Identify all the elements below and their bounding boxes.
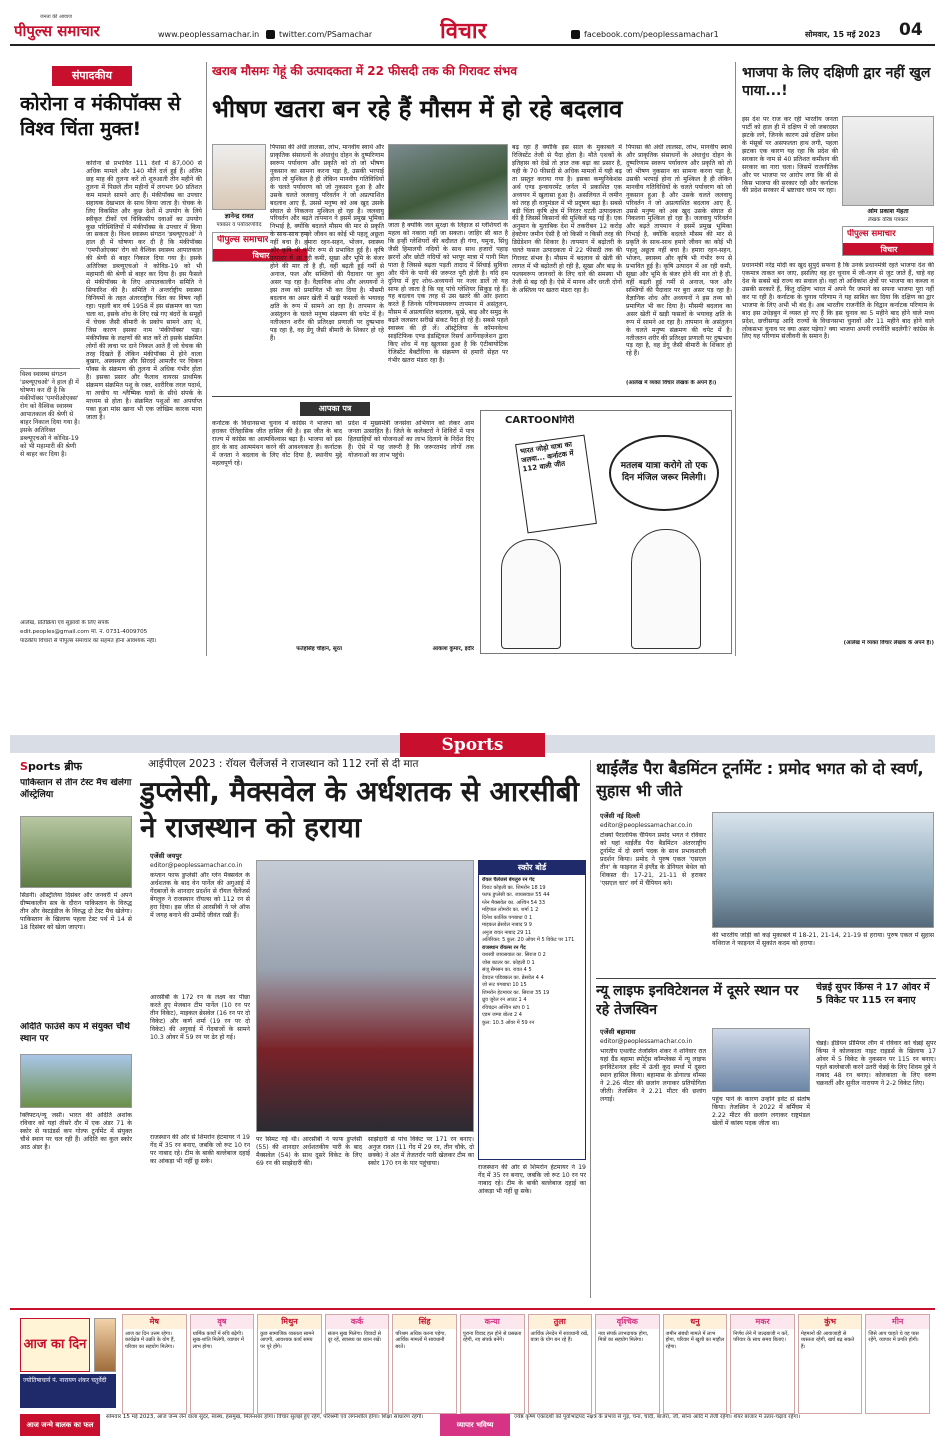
thai-body-2: की भारतीय जोड़ी को कड़े मुकाबले में 18-21, 21-14, 21-19 से हराया। पुरुष एकल में सुहास यथिराज ने फाइनल में सुकांत कदम को हराया।	[712, 932, 934, 947]
letter-1: कर्नाटक के विधानसभा चुनाव में कांग्रेस ने भाजपा को हराकर ऐतिहासिक जीत हासिल की है। इस जीत के बाद राज्य में कांग्रेस का आत्मविश्वास बढ़ा है। भाजपा को इस हार के बाद आत्ममंथन करने की आवश्यकता है। कर्नाटक में जनता ने बदलाव के लिए वोट दिया है, स्थानीय मुद्दे महत्वपूर्ण रहे।	[212, 420, 342, 467]
scoreboard-row: संजू सैमसन का. रावत 4 5	[482, 967, 532, 973]
letters-header-label: आपका पत्र	[318, 404, 352, 413]
scoreboard-rows	[482, 877, 582, 1157]
scoreboard-row: जो रूट पगबाधा 10 15	[482, 982, 527, 988]
logo-tagline: जनता की आवाज	[40, 14, 72, 20]
brief-tag-label: ports ब्रीफ	[27, 760, 83, 773]
right-author-photo	[842, 116, 934, 206]
letter-2-signature: आकाश कुमार, इंदौर	[432, 646, 474, 652]
sports-header-label: Sports	[441, 735, 504, 755]
thai-body: टोक्यो पैरालंपिक चैंपियन प्रमोद भगत ने रविवार को यहां थाईलैंड पैरा बैडमिंटन अंतरराष्ट्रीय टूर्नामेंट में दो स्वर्ण पदक के साथ प्रभावशाली प्रदर्शन किया। प्रमोद ने पुरुष एकल 'एसएल तीन' के फाइनल में इंग्लैंड के डेनियल बेथेल को शिकस्त दी। 17-21, 21-11 से हराकर 'एसएल चार' वर्ग में चैंपियन बने।	[600, 832, 706, 887]
scoreboard-row: शिमरोन हेटमायर का. सिराज 35 19	[482, 989, 550, 996]
golf-body: क्लिफ्टन/न्यू जर्सी। भारत की अदिति अशोक रविवार को यहां तीसरे दौर में एक अंडर 71 के स्कोर से फाउंडर्स कप गोल्फ टूर्नामेंट में संयुक्त चौथे स्थान पर चल रही हैं। अदिति का कुल स्कोर आठ अंडर है।	[20, 1112, 132, 1151]
editorial-title: कोरोना व मंकीपॉक्स से विश्व चिंता मुक्त!	[20, 93, 181, 140]
letter-2: प्रदेश में मुख्यमंत्री जनसेवा अभियान को लेकर आम जनता उत्साहित है। जिले के कलेक्टरों ने शिविरों में पात्र हितग्राहियों को योजनाओं का लाभ दिलाने के निर्देश दिए हैं। ऐसे में यह जरूरी है कि जरूरतमंद लोगों तक योजनाओं का लाभ पहुंचे।	[348, 420, 474, 459]
section-title: विचार	[440, 19, 487, 44]
thai-agency: एजेंसी नई दिल्ली	[600, 812, 640, 820]
zodiac-sign-name: वृश्चिक	[596, 1315, 659, 1329]
thai-email[interactable]: editor@peoplessamachar.co.in	[600, 822, 693, 829]
horoscope-title: आज का दिन	[23, 1336, 87, 1352]
brief-body: सिडनी। ऑस्ट्रेलिया दिसंबर और जनवरी में अपने ग्रीष्मकालीन सत्र के दौरान पाकिस्तान के विरुद्ध तीन और वेस्टइंडीज के विरुद्ध दो टेस्ट मैच खेलेगा। पाकिस्तान के खिलाफ पहला टेस्ट पर्थ में 14 से 18 दिसंबर को खेला जाएगा।	[20, 892, 132, 931]
zodiac-sign-name: कुंभ	[799, 1315, 862, 1329]
brief-title: पाकिस्तान से तीन टेस्ट मैच खेलेगा ऑस्ट्रेलिया	[20, 778, 132, 800]
cartoon-panel	[480, 410, 732, 654]
editorial-footer-2[interactable]: edit.peoples@gmail.com मो. नं. 0731-4009705	[20, 629, 148, 635]
editorial-tag-label: संपादकीय	[71, 68, 113, 82]
scoreboard-row: फाफ डुप्लेसी का. जायसवाल 55 44	[482, 892, 550, 898]
scoreboard-row: कुल: 10.3 ओवर में 59 रन	[482, 1019, 535, 1026]
scoreboard-row: देवदत्त पडिक्कल का. ब्रेसवेल 4 4	[482, 974, 544, 981]
date: सोमवार, 15 मई 2023	[805, 30, 881, 39]
ipl-body-6: राजस्थान की ओर से शिमरोन हेटमायर ने 19 गेंद में 35 रन बनाए, जबकि जो रूट 10 रन पर नाबाद रहे। टीम के बाकी बल्लेबाज दहाई का आंकड़ा भी नहीं छू सके।	[478, 1164, 586, 1195]
ipl-title: डुप्लेसी, मैक्सवेल के अर्धशतक से आरसीबी ने राजस्थान को हराया	[140, 775, 580, 845]
zodiac-sign-text: मेहमानों की आवाजाही से व्यस्तता रहेगी, खर्च बढ़ सकते हैं।	[800, 1331, 855, 1350]
nl-photo	[712, 1028, 810, 1092]
lead-note: (आलेख में व्यक्त विचार लेखक के अपने हैं।)	[626, 380, 717, 386]
cartoon-paper-text: भारत जोड़ो यात्रा का जलवा... कर्नाटक में 112 वाली जीत	[519, 440, 575, 474]
sports-header	[400, 733, 545, 757]
scoreboard	[478, 860, 586, 1160]
scoreboard-row: यशस्वी जायसवाल का. सिराज 0 2	[482, 952, 546, 958]
right-body-2: प्रधानमंत्री नरेंद्र मोदी का खुद सुपुर्द सफना है कि उनके प्रधानमंत्री रहते भाजपा देश की एकमात्र ताकत बन जाए, इसलिए वह हर चुनाव में जी-जान से जुट जाते हैं, चाहे वह देश के सबसे बड़े राज्य का सवाल हो। वहां तो अधिकांश क्षेत्रों पर भाजपा का कब्जा व उसकी सरकारें हैं, किंतु दक्षिण भारत में अपने पैर जमाने का सपना भाजपा पूरा नहीं कर पा रही है। कर्नाटक के चुनाव परिणाम ने यह साबित कर दिया कि दक्षिण का द्वार भाजपा के लिए अभी भी बंद है। अब भारतीय राजनीति के विद्वान कर्नाटक परिणाम के बाद इस उधेड़बुन में व्यस्त हो गए हैं कि इस चुनाव का 5 महीने बाद होने वाले मध्य प्रदेश, छत्तीसगढ़ आदि राज्यों के विधानसभा चुनावों और 11 महीने बाद होने वाले लोकसभा चुनाव पर क्या असर पड़ेगा? क्या भाजपा अपनी रणनीति बदलेगी? कांग्रेस के लिए यह परिणाम संजीवनी के समान है।	[742, 262, 934, 341]
lead-column-3b: पिपासा की अंधी लालसा, लोभ, मानवीय स्वार्थ और प्राकृतिक संसाधनों के अंधाधुंध दोहन के दुष्परिणाम स्वरूप पर्यावरण और प्रकृति को तो जो भीषण नुकसान का सामना करना पड़ा है, उसकी भरपाई होना तो मुश्किल है ही लेकिन मानवीय गतिविधियों के चलते पर्यावरण को जो नुकसान हुआ है और उसके चलते जलवायु परिवर्तन ने जो अप्रत्याशित बदलाव आए हैं, उससे मनुष्य को अब खुद उसके संघात से निकलना मुश्किल हो रहा है। जलवायु परिवर्तन और बढ़ते तापमान ने इसमें प्रमुख भूमिका निभाई है, क्योंकि बदलते मौसम की मार से प्रकृति के साथ-साथ हमारे जीवन का कोई भी पहलू अछूता नहीं बचा है। हमारा रहन-सहन, भोजन, स्वास्थ्य और कृषि भी गंभीर रूप से प्रभावित हुई है। कृषि उत्पादन में आ रही कमी, सूखा और भूमि के बंजर होने की मार तो है ही, वहीं बढ़ती हुई गर्मी से अनाज, फल और सब्जियों की पैदावार पर बुरा असर पड़ रहा है। वैज्ञानिक शोध और अध्ययनों ने इस तथ्य को प्रमाणित भी कर दिया है। मौसमी बदलाव का असर खेती में खड़ी फसलों के भयावह क्षति के रूप में सामने आ रहा है। तापमान के असंतुलन के चलते मनुष्य संक्रमण की चपेट में है। नतीजतन शरीर की प्रतिरक्षा प्रणाली पर दुष्प्रभाव पड़ रहा है, वह डेंगू जैसी बीमारी के शिकार हो रहे हैं।	[626, 144, 732, 358]
csk-title: चेन्नई सुपर किंग्स ने 17 ओवर में 5 विकेट पर 115 रन बनाए	[816, 982, 930, 1006]
scoreboard-row: महिपाल लोमरोर का. शर्मा 1 2	[482, 907, 539, 913]
zodiac-sign	[325, 1314, 390, 1414]
scoreboard-row: दिनेश कार्तिक पगबाधा 0 1	[482, 914, 533, 921]
zodiac-sign-name: मीन	[866, 1315, 929, 1329]
zodiac-sign	[392, 1314, 457, 1414]
scoreboard-row: माइकल ब्रेसवेल नाबाद 9 9	[482, 922, 532, 928]
cartoon-bubble	[609, 435, 719, 511]
zodiac-sign-text: निर्णय लेने में जल्दबाजी न करें, परिवार के साथ समय बिताएं।	[733, 1331, 789, 1344]
zodiac-sign	[730, 1314, 795, 1414]
zodiac-sign-text: नया संपर्क लाभदायक होगा, मित्रों का सहयोग मिलेगा।	[598, 1331, 649, 1344]
nl-title: न्यू लाइफ इनविटेशनल में दूसरे स्थान पर रहे तेजस्विन	[596, 983, 799, 1018]
lead-badge-sub: विचार	[213, 249, 308, 262]
right-badge-sub: विचार	[843, 243, 934, 256]
zodiac-sign	[865, 1314, 930, 1414]
cartoon-bubble-text: मतलब यात्रा करोगे तो एक दिन मंजिल जरूर मिलेगी।	[620, 461, 708, 483]
ipl-body-5: राजस्थान की ओर से शिमरोन हेटमायर ने 19 गेंद में 35 रन बनाए, जबकि जो रूट 10 रन पर नाबाद रहे। टीम के बाकी बल्लेबाज दहाई का आंकड़ा भी नहीं छू सके।	[150, 1134, 250, 1165]
cartoon-title: CARTOONगिरी	[505, 415, 575, 426]
ipl-body-2: आरसीबी के 172 रन के लक्ष्य का पीछा करते हुए मेजबान टीम पार्नेल (10 रन पर तीन विकेट), माइकल ब्रेसवेल (16 रन पर दो विकेट) और कर्ण शर्मा (19 रन पर दो विकेट) की अगुवाई में गेंदबाजों के सामने 10.3 ओवर में 59 रन पर ढेर हो गई।	[150, 994, 250, 1041]
ipl-body-3: पर सिमट गई थी। आरसीबी ने फाफ डुप्लेसी (55) की शानदार अर्धशतकीय पारी के बाद मैक्सवेल (54) के साथ दूसरे विकेट के लिए 69 रन की साझेदारी की।	[256, 1136, 362, 1167]
editorial-pullquote: विश्व स्वास्थ्य संगठन 'डब्ल्यूएचओ' ने हाल ही में घोषणा कर दी है कि मंकीपॉक्स 'एमपीओएक्स' रोग को वैश्विक स्वास्थ्य आपातकाल की श्रेणी से बाहर निकाल दिया गया है। इसके अतिरिक्त डब्ल्यूएचओ ने कोविड-19 को भी महामारी की श्रेणी से बाहर कर दिया है।	[20, 368, 80, 560]
birth-text: सोमवार 15 मई 2023, आज जन्म लेने वाला सुंदर, स्वस्थ, हंसमुख, मिलनसार होगा। विचार सुलझे हुए रहेंगे, परिश्रमी एवं लगनशील होगा। शिक्षा साधारण रहेगी।	[106, 1414, 424, 1420]
zodiac-sign-name: मेष	[123, 1315, 186, 1329]
birth-box	[20, 1414, 100, 1436]
zodiac-sign-name: वृष	[191, 1315, 254, 1329]
zodiac-sign-name: कन्या	[461, 1315, 524, 1329]
scoreboard-row: ध्रुव जुरेल रन आउट 1 4	[482, 997, 527, 1003]
zodiac-sign-text: आर्थिक लेनदेन में सावधानी रखें, यात्रा के योग बन रहे हैं।	[530, 1331, 589, 1344]
scoreboard-row: एडम जम्पा बोल्ड 2 4	[482, 1012, 522, 1018]
horoscope	[10, 1308, 935, 1440]
business-box	[440, 1414, 510, 1436]
astrologer-photo	[94, 1318, 116, 1372]
business-text: ज्येष्ठ कृष्ण एकादशी को पूर्वाभाद्रपद नक्षत्र के प्रभाव से गुड़, चना, चांदी, बाजरा, जौ, सोना आदि में तेजी रहेगी। शेयर बाजार में उतार-चढ़ाव रहेगा।	[514, 1414, 801, 1420]
letters-header	[300, 402, 370, 416]
facebook-link[interactable]: facebook.com/peoplessamachar1	[584, 30, 719, 39]
editorial-body: कोरोना से प्रभावित 111 देशों में 87,000 से अधिक मामले और 140 मौतें दर्ज हुई हैं। अंतिम छह माह की तुलना करें तो शुरुआती तीन महीने की तुलना में पिछले तीन महीनों में लगभग 90 प्रतिशत कम मामले सामने आए हैं। मंकीपॉक्स का उपचार सहायक देखभाल के साथ किया जाता है। चेचक के लिए विकसित और कुछ देशों में उपयोग के लिये स्वीकृत टीकों एवं चिकित्सीय दवाओं का उपयोग कुछ परिस्थितियों में मंकीपॉक्स के उपचार में किया जा सकता है। विश्व स्वास्थ्य संगठन 'डब्ल्यूएचओ' ने हाल ही में घोषणा कर दी है कि मंकीपॉक्स 'एमपीओएक्स' रोग को वैश्विक स्वास्थ्य आपातकाल की श्रेणी से बाहर निकाल दिया गया है। इसके अतिरिक्त डब्ल्यूएचओ ने कोविड-19 को भी महामारी की श्रेणी से बाहर कर दिया है। इस फैसले से मंकीपॉक्स के लिए आपातकालीन समिति ने सिफारिश की है। समिति ने अन्तर्राष्ट्रीय स्वास्थ्य विनियमों के तहत अंतरराष्ट्रीय चिंता का विषय नहीं रहा। पहली बार वर्ष 1958 में इस संक्रमण का पता चला था, इसके शोध के लिए रखे गए बंदरों के समूहों में चेचक जैसी बीमारी के प्रकोप सामने आए थे, जिस कारण इसका नाम 'मंकीपॉक्स' पड़ा। मंकीपॉक्स के लक्षणों की बात करें तो इसके संक्रमित लोगों की त्वचा पर दाने निकल आते हैं जो चेचक की तरह दिखते हैं लेकिन मंकीपॉक्स में होने वाला बुखार, अस्वस्थता और सिरदर्द आमतौर पर चिकन पॉक्स के संक्रमण की तुलना में अधिक गंभीर होता है। इसका प्रसार और फैलाव वायरस प्राथमिक संक्रमण संक्रमित पशु के रक्त, शारीरिक तरल पदार्थ, या त्वचीय या श्लैष्मिक घावों के सीधे संपर्क के माध्यम से होता है। संक्रमित पशुओं का अपर्याप्त पका हुआ मांस खाना भी एक जोखिम कारक माना जाता है।	[86, 160, 202, 421]
page-number: 04	[899, 20, 923, 40]
zodiac-sign-name: मकर	[731, 1315, 794, 1329]
lead-photo	[388, 144, 508, 220]
zodiac-sign	[122, 1314, 187, 1414]
nl-agency: एजेंसी बहामास	[600, 1028, 636, 1036]
lead-badge-logo: पीपुल्स समाचार	[217, 235, 269, 245]
letter-1-signature: फतेहसिंह चौहान, सूरत	[296, 646, 342, 652]
divider	[590, 760, 591, 1298]
brief-tag: Sports ब्रीफ	[20, 760, 83, 773]
author-photo	[212, 144, 266, 210]
horoscope-info: ज्योतिषाचार्य पं. नारायण शंकर चतुर्वेदी	[20, 1374, 116, 1408]
zodiac-sign-name: कर्क	[326, 1315, 389, 1329]
thai-photo	[712, 812, 934, 928]
ipl-photo	[256, 860, 474, 1132]
cartoon-figure-1	[501, 539, 561, 649]
zodiac-sign-text: संतान सुख मिलेगा। विवादों से दूर रहें, स्वास्थ्य का ध्यान रखें।	[327, 1331, 382, 1344]
business-label: व्यापार भविष्य	[456, 1421, 494, 1429]
letters-rule	[212, 396, 732, 397]
ipl-email[interactable]: editor@peoplessamachar.co.in	[150, 862, 243, 869]
twitter-icon	[266, 30, 275, 39]
zodiac-sign	[663, 1314, 728, 1414]
golf-photo	[20, 1054, 132, 1108]
ipl-kicker: आईपीएल 2023 : रॉयल चैलेंजर्स ने राजस्थान को 112 रनों से दी मात	[148, 758, 419, 770]
cartoon-figure-2	[631, 529, 701, 649]
logo: पीपुल्स समाचार	[14, 22, 100, 40]
nl-rule	[596, 978, 936, 979]
right-author-role: लेखक वरिष्ठ पत्रकार	[868, 217, 908, 223]
csk-body: चेन्नई। इंडियन प्रीमियर लीग में रविवार को चेन्नई सुपर किंग्स ने कोलकाता नाइट राइडर्स के खिलाफ 17 ओवर में 5 विकेट के नुकसान पर 115 रन बनाए। पहले बल्लेबाजी करने उतरी चेन्नई के लिए शिवम दुबे ने नाबाद 48 रन बनाए। कोलकाता के लिए वरुण चक्रवर्ती और सुनील नारायण ने 2-2 विकेट लिए।	[816, 1040, 936, 1087]
masthead	[0, 0, 945, 46]
cartoon-paper	[515, 435, 597, 534]
ipl-agency: एजेंसी जयपुर	[150, 852, 182, 860]
zodiac-sign	[528, 1314, 593, 1414]
scoreboard-row: राजस्थान रॉयल्स रन गेंद	[482, 944, 526, 951]
nl-body-2: पहुंच पाने के कारण उन्होंने इवेंट से संतोष किया। तेजस्विन ने 2022 में बर्मिंघम में 2.22 मीटर की छलांग लगाकर राष्ट्रमंडल खेलों में कांस्य पदक जीता था।	[712, 1096, 810, 1127]
divider	[735, 62, 736, 656]
masthead-rule	[10, 44, 935, 46]
lead-kicker: खराब मौसमः गेहूं की उत्पादकता में 22 फीसदी तक की गिरावट संभव	[212, 64, 518, 78]
scoreboard-row: रविचंद्रन अश्विन स्टंप 0 1	[482, 1004, 530, 1011]
zodiac-sign	[190, 1314, 255, 1414]
lead-column-2: जाता है क्योंकि जल सुरक्षा के लिहाज से ग्लेशियरों के महत्व को नकारा नहीं जा सकता। जाहिर सी बात है कि इन्हीं ग्लेशियरों की बदौलत ही गंगा, यमुना, सिंधु जैसी हिमालयी नदियों के साथ साथ हजारों पहाड़ झरनों और छोटी नदियों को भरपूर मात्रा में पानी मिल पाता है जिससे बढ़ता पड़ती तादाद में सिंचाई सुविधा और पीने के पानी की जरूरत पूरी होती है। यदि हम दुनिया में हुए शोध-अध्ययनों पर नजर डालें तो यह साफ हो जाता है कि यह पांचे ग्लेशियर सिकुड़ रहे हैं। यह बदलाव एक तरह से उस खतरे की ओर इशारा करते हैं जिनके परिणामस्वरूप तापमान में असंतुलन, मौसम में अप्रत्याशित बदलाव, सुखे, बाढ़ और समुद्र के बढ़ते जलस्तर सरीखे संकट पैदा हो रहे हैं। सबसे पहले स्वास्थ्य की ही लें। ऑस्ट्रेलिया के कॉमनवेल्थ साइंटिफिक एण्ड इंडस्ट्रियल रिसर्च आर्गेनाइजेशन द्वारा किए शोध में यह खुलासा हुआ है कि एंटीबायोटिक रेजिस्टेंट बैक्टीरिया के संक्रमण से हमारी सेहत पर गंभीर खतरा मंडरा रहा है।	[388, 222, 508, 364]
zodiac-sign	[798, 1314, 863, 1414]
zodiac-sign	[257, 1314, 322, 1414]
zodiac-sign-text: जिसे आप चाहते थे वह पास रहेंगे, व्यापार में प्रगति होगी।	[868, 1331, 919, 1344]
zodiac-sign-name: धनु	[664, 1315, 727, 1329]
zodiac-sign-text: परिश्रम अधिक करना पड़ेगा, आर्थिक मामलों में सावधानी बरतें।	[395, 1331, 447, 1350]
right-note: (आलेख में व्यक्त विचार लेखक के अपने हैं।)	[843, 640, 934, 646]
zodiac-sign-name: मिथुन	[258, 1315, 321, 1329]
scoreboard-row: विराट कोहली का. शिमरोन 18 19	[482, 884, 546, 891]
ipl-body-1: कप्तान फाफ डुप्लेसी और ग्लेन मैक्सवेल के अर्धशतक के बाद वेन पार्नेल की अगुआई में गेंदबाजों के शानदार प्रदर्शन से रॉयल चैलेंजर्स बेंगलुरु ने राजस्थान रॉयल्स को 112 रन से हरा दिया। इस जीत से आरसीबी ने प्ले ऑफ में जगह बनाने की उम्मीदें जीवंत रखी हैं।	[150, 872, 250, 919]
brief-photo	[20, 816, 132, 888]
golf-title: अदिति फाउंर्स कप में संयुक्त चौथे स्थान पर	[20, 1022, 130, 1044]
birth-label: आज जन्मे बालक का फल	[26, 1421, 94, 1429]
nl-email[interactable]: editor@peoplessamachar.co.in	[600, 1038, 693, 1045]
zodiac-sign-text: आज का दिन उत्तम रहेगा। कार्यक्षेत्र में उन्नति के योग हैं, परिवार का सहयोग मिलेगा।	[125, 1331, 176, 1350]
zodiac-sign-text: पुराना विवाद हल होने से प्रसन्नता रहेगी, नए संपर्क बनेंगे।	[462, 1331, 522, 1344]
zodiac-sign	[460, 1314, 525, 1414]
divider	[206, 62, 207, 656]
editorial-footer-3: पाठकीय विचारों से पीपुल्स समाचार का सहमत होना आवश्यक नहीं।	[20, 638, 157, 644]
author-name: ज्ञानेन्द्र रावत	[224, 212, 254, 220]
scoreboard-row: ग्लेन मैक्सवेल का. अश्विन 54 33	[482, 899, 545, 906]
zodiac-sign-name: तुला	[529, 1315, 592, 1329]
editorial-tag	[52, 66, 132, 86]
right-body-1: इस देश पर राज कर रही भारतीय जनता पार्टी को हाल ही में दक्षिण में जो जबरदस्त झटके लगे, जिनके कारण उसे दक्षिण प्रवेश के मंसूबों पर असफलता हाथ लगी, पहला झटका एक कारण यह रहा कि प्रदेश की सरकार के नाम से 40 प्रतिशत कमीशन की सरकार का नारा चला। जिसमें राजनीतिक और पर भाजपा पर आरोप लगा कि बी से किस भाजपा की सरकार रही और कर्नाटक की प्रदेश सरकार में भ्रष्टाचार चरम पर रहा।	[742, 116, 838, 195]
website-link[interactable]: www.peoplessamachar.in	[158, 30, 260, 39]
right-author-name: ओम प्रकाश मेहता	[867, 208, 909, 215]
right-badge-logo: पीपुल्स समाचार	[847, 229, 896, 239]
facebook-icon	[571, 30, 580, 39]
lead-column-3: बढ़ रहा है क्योंकि इस साल के मुकाबले में रिजिस्टेंट तेजी से पैदा होता है। मौते एशकों के इतिहास को देखें तो ज्ञात तक बढ़ा का प्रसार है, यही के 70 फीसदी से अधिक मामलों में यही बढ़ ता प्रस्तुत कराया गया है। इसका कम्युनिकेशंस अर्थ एण्ड इन्वायरमेंट जर्नल में प्रकाशित एक अध्ययन में खुलासा हुआ है। असलियत में जमीन को तरह ही वायुमंडल में भी प्रदूषण बढ़ा है। सबसे बड़ी चिंता कृषि क्षेत्र में निरंतर घटती उत्पादकता की है जिससे किसानों की मुश्किलें बढ़ गई हैं। एक अनुमान के मुताबिक देश में तकरीबन 12 करोड़ हेक्टेयर जमीन ऐसी है जो किसी न किसी तरह की डिग्रेडेशन की शिकार है। तापमान में बढ़ोतरी के चलते फसल उत्पादकता में 22 फीसदी तक की गिरावट संभव है। मौसम में बदलाव से खेती की लागत में भी बढ़ोतरी हो रही है, सूखा और बाढ़ के फलस्वरूप जानवरों के लिए चारे की समस्या भी तेजी से बढ़ रही है। ऐसे में मानव और धरती दोनों के अस्तित्व पर खतरा मंडरा रहा है।	[512, 144, 622, 294]
scoreboard-row: जोस बटलर का. कोहली 0 1	[482, 959, 535, 966]
author-role: पत्रकार व पर्यावरणविद	[216, 222, 262, 228]
zodiac-sign	[595, 1314, 660, 1414]
zodiac-sign-text: धार्मिक कार्यों में रुचि बढ़ेगी। सुख-शांति मिलेगी, व्यापार में लाभ होगा।	[192, 1331, 244, 1350]
nl-body: भारतीय एथलीट तेजस्विन शंकर ने शनिवार रात यहां ग्रैंड बहामा स्पोर्ट्स कॉम्प्लेक्स में न्यू लाइफ इनविटेशनल इवेंट में ऊंची कूद स्पर्धा में दूसरा स्थान हासिल किया। बहामास के डोनाल्ड थॉमस ने 2.26 मीटर की छलांग लगाकर प्रतियोगिता जीती। तेजस्विन ने 2.21 मीटर की छलांग लगाई।	[600, 1048, 706, 1103]
twitter-link[interactable]: twitter.com/PSamachar	[279, 30, 373, 39]
right-badge	[842, 226, 934, 256]
scoreboard-title: स्कोर बोर्ड	[479, 861, 585, 875]
editorial-footer-1: आलेख, प्रतिक्रिया एवं सुझावों के लिए संपर्क	[20, 620, 109, 626]
scoreboard-row: अनुज रावत नाबाद 29 11	[482, 929, 532, 936]
thai-title: थाईलैंड पैरा बैडमिंटन टूर्नामेंट : प्रमोद भगत को दो स्वर्ण, सुहास भी जीते	[596, 759, 924, 800]
scoreboard-row: रॉयल चैलेंजर्स बेंगलुरु रन गेंद	[482, 877, 535, 883]
lead-column-1: पिपासा की अंधी लालसा, लोभ, मानवीय स्वार्थ और प्राकृतिक संसाधनों के अंधाधुंध दोहन के दुष्परिणाम स्वरूप पर्यावरण और प्रकृति को तो जो भीषण नुकसान का सामना करना पड़ा है, उसकी भरपाई होना तो मुश्किल है ही लेकिन मानवीय गतिविधियों के चलते पर्यावरण को जो नुकसान हुआ है और उसके चलते जलवायु परिवर्तन ने जो अप्रत्याशित बदलाव आए हैं, उससे मनुष्य को अब खुद उसके संघात से निकलना मुश्किल हो रहा है। जलवायु परिवर्तन और बढ़ते तापमान ने इसमें प्रमुख भूमिका निभाई है, क्योंकि बदलते मौसम की मार से प्रकृति के साथ-साथ हमारे जीवन का कोई भी पहलू अछूता नहीं बचा है। हमारा रहन-सहन, भोजन, स्वास्थ्य और कृषि भी गंभीर रूप से प्रभावित हुई है। कृषि उत्पादन में आ रही कमी, सूखा और भूमि के बंजर होने की मार तो है ही, वहीं बढ़ती हुई गर्मी से अनाज, फल और सब्जियों की पैदावार पर बुरा असर पड़ रहा है। वैज्ञानिक शोध और अध्ययनों ने इस तथ्य को प्रमाणित भी कर दिया है। मौसमी बदलाव का असर खेती में खड़ी फसलों के भयावह क्षति के रूप में सामने आ रहा है। तापमान के असंतुलन के चलते मनुष्य संक्रमण की चपेट में है। नतीजतन शरीर की प्रतिरक्षा प्रणाली पर दुष्प्रभाव पड़ रहा है, वह डेंगू जैसी बीमारी के शिकार हो रहे हैं।	[270, 144, 384, 342]
zodiac-sign-text: कुछ सामाजिक व्यस्तता सामने आएगी, आवश्यक कार्य समय पर पूरे होंगे।	[260, 1331, 315, 1350]
lead-title: भीषण खतरा बन रहे हैं मौसम में हो रहे बदलाव	[212, 95, 623, 123]
right-title: भाजपा के लिए दक्षिणी द्वार नहीं खुल पाया...!	[742, 65, 931, 100]
zodiac-grid	[122, 1314, 930, 1414]
scoreboard-row: अतिरिक्त: 5 कुल: 20 ओवर में 5 विकेट पर 171	[482, 937, 575, 943]
zodiac-sign-name: सिंह	[393, 1315, 456, 1329]
horoscope-title-box	[20, 1318, 90, 1372]
ipl-body-4: साझेदारी से पांच विकेट पर 171 रन बनाए। अनुज रावत (11 गेंद में 29 रन, तीन चौके, दो छक्के) ने अंत में तेजतर्रार पारी खेलकर टीम का स्कोर 170 रन के पार पहुंचाया।	[368, 1136, 474, 1167]
zodiac-sign-text: जमीन संबंधी मामले में लाभ होगा, परिवार में खुशी का माहौल रहेगा।	[665, 1331, 725, 1350]
